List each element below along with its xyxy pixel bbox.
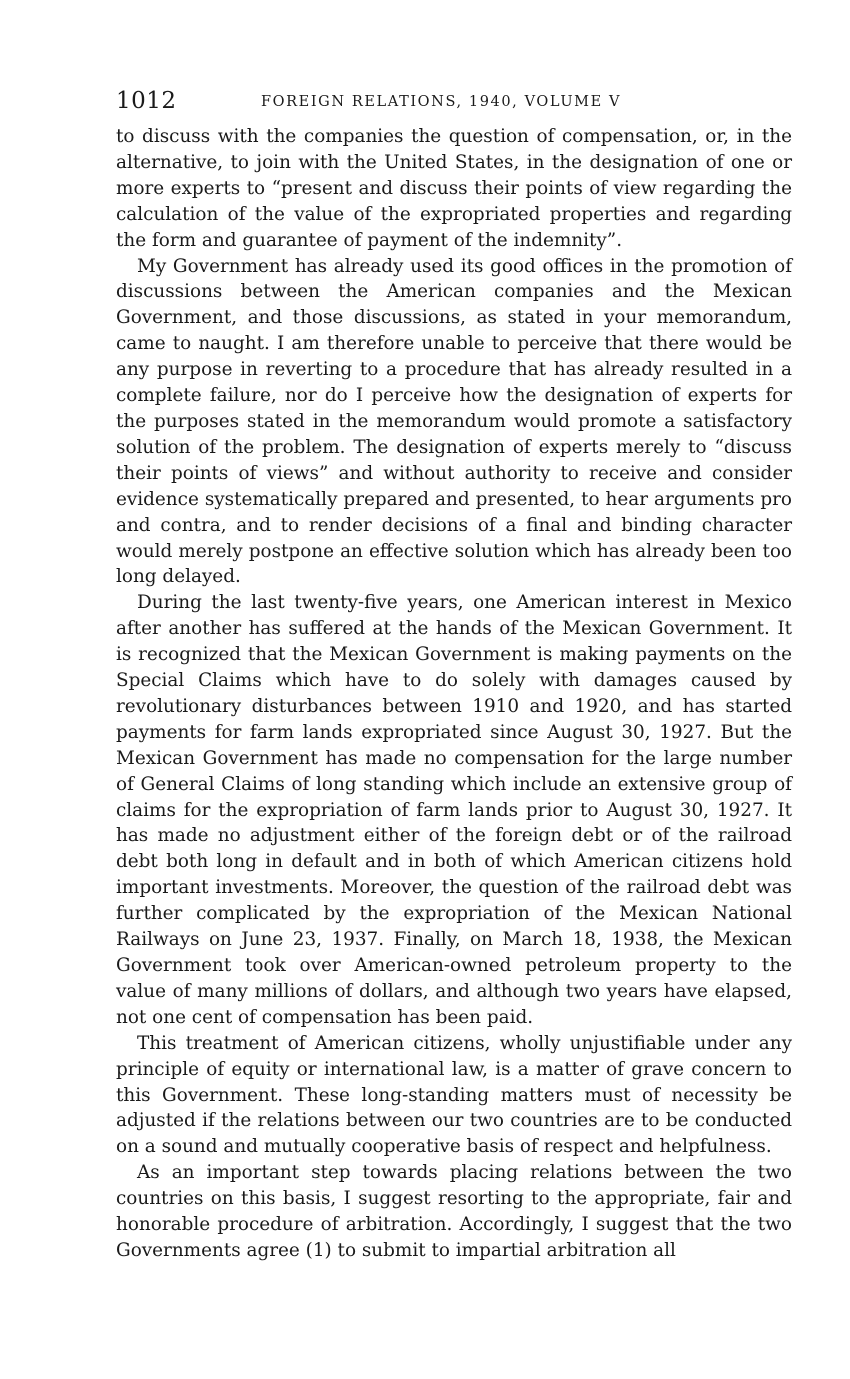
paragraph-american-interests: During the last twenty-five years, one American interest in Mexico after another has suffered at the hands of the Mexican Government. It is recognized that the Mexican Government is making payments on the Special Claims which have to do solely with damages caused by revolutionary disturbances between 1910 and 1920, and has started payments for farm lands expropriated since August 30, 1927. But the Mexican Government has made no compensation for the large number of General Claims of long standing which include an extensive group of claims for the expropriation of farm lands prior to August 30, 1927. It has made no adjustment either of the foreign debt or of the railroad debt both long in default and in both of which American citizens hold important investments. Moreover, the question of the railroad debt was further complicated by the expropriation of the Mexican National Railways on June 23, 1937. Finally, on March 18, 1938, the Mexican Government took over American-owned petroleum property to the value of many millions of dollars, and although two years have elapsed, not one cent of compensation has been paid.	[116, 592, 792, 1028]
paragraph-good-offices: My Government has already used its good offices in the promotion of discussions between the American companies and the Mexican Government, and those discussions, as stated in your memorandum, came to naught. I am therefore unable to perceive that there would be any purpose in reverting to a procedure that has already resulted in a complete failure, nor do I perceive how the designation of experts for the purposes stated in the memorandum would promote a satisfactory solution of the problem. The designation of experts merely to “discuss their points of views” and without authority to receive and consider evidence systematically prepared and presented, to hear arguments pro and contra, and to render decisions of a final and binding character would merely postpone an effective solution which has already been too long delayed.	[116, 255, 792, 588]
page-number: 1012	[116, 88, 177, 114]
running-title: FOREIGN RELATIONS, 1940, VOLUME V	[261, 94, 622, 110]
document-page	[116, 88, 792, 1264]
paragraph-treatment: This treatment of American citizens, wholly unjustifiable under any principle of equity or international law, is a matter of grave concern to this Government. These long-standing matters must of necessity be adjusted if the relations between our two countries are to be conducted on a sound and mutually cooperative basis of respect and helpfulness.	[116, 1032, 792, 1158]
paragraph-arbitration: As an important step towards placing relations between the two countries on this basis, I suggest resorting to the appropriate, fair and honorable procedure of arbitration. Accordingly, I suggest that the two Governments agree (1) to submit to impartial arbitration all	[116, 1162, 792, 1261]
body-text	[116, 124, 792, 1264]
paragraph-continuation: to discuss with the companies the question of compensation, or, in the alternative, to join with the United States, in the designation of one or more experts to “present and discuss their points of view regarding the calculation of the value of the expropriated properties and regarding the form and guarantee of payment of the indemnity”.	[116, 126, 792, 251]
running-header	[116, 88, 792, 118]
